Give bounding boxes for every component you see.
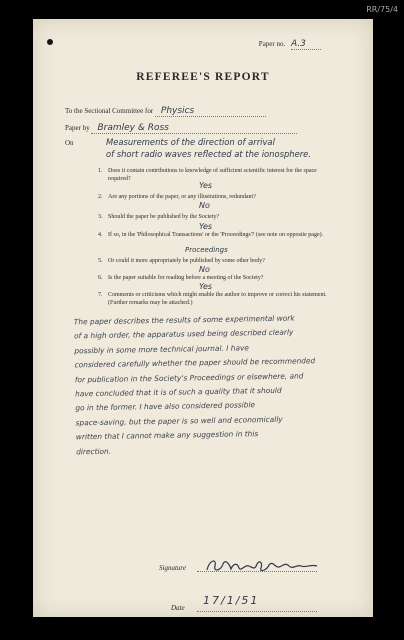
question-4 [98, 231, 330, 239]
sectional-committee-field [65, 106, 266, 117]
paper-title-line-2: of short radio waves reflected at the ionosphere. [106, 149, 311, 159]
question-6 [98, 274, 330, 282]
referee-comments [74, 311, 346, 460]
comment-line: of a high order, the apparatus used being described clearly [74, 327, 294, 341]
comment-line: go in the former. I have also considered possible [75, 400, 256, 413]
comment-line: The paper describes the results of some experimental work [73, 313, 295, 327]
question-text: If so, in the 'Philosophical Transactions' or the 'Proceedings'? (see note on opposite page). [108, 232, 324, 238]
answer-1: Yes [199, 181, 213, 190]
archive-reference: RR/75/4 [366, 5, 398, 14]
paper-title-field [65, 139, 74, 147]
sectional-committee-value: Physics [155, 106, 266, 117]
signature-handwriting [203, 554, 323, 576]
date-line [197, 611, 317, 612]
paper-number-label: Paper no. [258, 40, 286, 48]
question-number: 4. [98, 232, 103, 238]
paper-by-label: Paper by [65, 124, 90, 132]
page-title: REFEREE'S REPORT [136, 71, 270, 83]
question-number: 5. [98, 258, 103, 264]
paper-number-value: A.3 [291, 39, 321, 50]
comment-line: possibly in some more technical journal. I have [74, 343, 249, 356]
question-number: 3. [98, 214, 103, 220]
comment-line: written that I cannot make any suggestion in this [75, 429, 259, 442]
paper-title-label: On [65, 139, 74, 147]
signature-label: Signature [159, 564, 186, 572]
referee-report-sheet [33, 19, 373, 617]
question-number: 6. [98, 275, 103, 281]
comment-line: considered carefully whether the paper should be recommended [74, 356, 316, 370]
question-2 [98, 193, 330, 201]
question-number: 2. [98, 194, 103, 200]
question-number: 7. [98, 292, 103, 298]
answer-2: No [199, 201, 210, 210]
question-text: Or could it more appropriately be published by some other body? [108, 258, 265, 264]
question-text: Comments or criticisms which might enable the author to improve or correct his statement. (Further remarks may be attached.) [108, 292, 327, 306]
comment-line: space-saving, but the paper is so well and economically [75, 414, 283, 428]
question-7 [98, 291, 330, 307]
paper-title-line-1: Measurements of the direction of arrival [106, 137, 275, 147]
sectional-committee-label: To the Sectional Committee for [65, 107, 154, 115]
answer-6: Yes [199, 282, 213, 291]
comment-line: for publication in the Society's Proceedings or elsewhere, and [74, 370, 304, 384]
question-number: 1. [98, 168, 103, 174]
question-text: Are any portions of the paper, or any illustrations, redundant? [108, 194, 256, 200]
comment-line: have concluded that it is of such a quality that it should [75, 385, 282, 399]
question-5 [98, 257, 330, 265]
date-value: 17/1/51 [203, 594, 260, 607]
comment-line: direction. [76, 446, 112, 457]
question-3 [98, 213, 330, 221]
paper-by-field [65, 123, 297, 134]
question-text: Should the paper be published by the Society? [108, 214, 220, 220]
date-label: Date [171, 604, 185, 612]
question-1 [98, 167, 330, 183]
answer-3: Yes [199, 222, 213, 231]
answer-5: No [199, 265, 210, 274]
question-text: Is the paper suitable for reading before a meeting of the Society? [108, 275, 264, 281]
paper-number [259, 39, 321, 50]
punch-hole [47, 39, 53, 45]
answer-4: Proceedings [185, 246, 228, 254]
question-text: Does it contain contributions to knowledge of sufficient scientific interest for the space required? [108, 168, 317, 182]
paper-by-value: Bramley & Ross [91, 123, 297, 134]
